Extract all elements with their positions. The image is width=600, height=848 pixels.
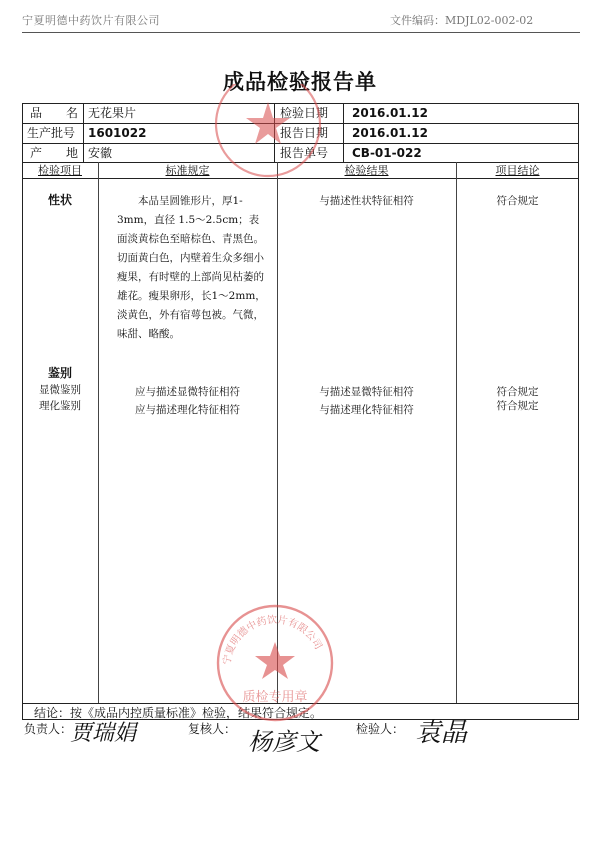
svg-text:质检专用章: 质检专用章 <box>242 690 308 705</box>
col-header-conclusion: 项目结论 <box>495 164 540 177</box>
col-header-item: 检验项目 <box>38 164 82 177</box>
svg-text:宁夏明德中药饮片有限公司: 宁夏明德中药饮片有限公司 <box>221 614 324 666</box>
character-conclusion: 符合规定 <box>496 195 539 207</box>
company-header: 宁夏明德中药饮片有限公司 <box>22 14 160 27</box>
product-label: 品 名 <box>30 106 79 120</box>
inspector-label: 检验人： <box>356 722 405 736</box>
character-label: 性状 <box>47 193 72 207</box>
micro-ident-label: 显微鉴别 <box>39 384 81 396</box>
identification-label: 鉴别 <box>47 366 72 380</box>
micro-conclusion: 符合规定 <box>496 386 539 398</box>
reviewer-signature: 杨彦文 <box>248 728 320 756</box>
report-date-label: 报告日期 <box>280 126 329 140</box>
origin-value: 安徽 <box>88 146 113 160</box>
reviewer-label: 复核人： <box>188 722 237 736</box>
responsible-signature: 贾瑞娟 <box>70 721 137 746</box>
report-date-value: 2016.01.12 <box>352 126 428 140</box>
document-number: 文件编码：MDJL02-002-02 <box>390 14 534 27</box>
physchem-result: 与描述理化特征相符 <box>319 404 414 416</box>
header-divider <box>22 32 580 33</box>
inspect-date-label: 检验日期 <box>280 106 329 120</box>
col-header-result: 检验结果 <box>344 164 389 177</box>
origin-label: 产 地 <box>30 146 79 160</box>
col-divider <box>83 103 84 162</box>
batch-label: 生产批号 <box>27 126 76 140</box>
physchem-ident-label: 理化鉴别 <box>39 400 81 412</box>
physchem-conclusion: 符合规定 <box>496 400 539 412</box>
quality-seal-stamp <box>210 84 329 180</box>
physchem-standard: 应与描述理化特征相符 <box>135 404 240 416</box>
col-divider <box>456 162 457 703</box>
report-no-label: 报告单号 <box>280 146 329 160</box>
inspector-signature: 袁晶 <box>415 718 468 748</box>
col-divider <box>98 162 99 703</box>
qc-seal-stamp <box>210 598 340 728</box>
product-value: 无花果片 <box>88 106 137 120</box>
batch-value: 1601022 <box>88 126 147 140</box>
responsible-label: 负责人： <box>24 722 73 736</box>
col-header-standard: 标准规定 <box>165 164 210 177</box>
character-standard: 本品呈圆锥形片，厚1-3mm，直径 1.5～2.5cm；表面淡黄棕色至暗棕色、青黑色。切面黄白色，内壁着生众多细小瘦果，有时壁的上部尚见枯萎的雄花。瘦果卵形，长1～2mm，淡黄色，外有宿萼包被。气微，味甜、略酸。 <box>117 195 266 340</box>
micro-result: 与描述显微特征相符 <box>319 386 414 398</box>
character-result: 与描述性状特征相符 <box>319 195 414 207</box>
page-title: 成品检验报告单 <box>223 70 377 94</box>
conclusion-text: 结论：按《成品内控质量标准》检验，结果符合规定。 <box>34 706 323 720</box>
report-no-value: CB-01-022 <box>352 146 422 160</box>
col-divider <box>343 103 344 162</box>
micro-standard: 应与描述显微特征相符 <box>135 386 240 398</box>
inspect-date-value: 2016.01.12 <box>352 106 428 120</box>
